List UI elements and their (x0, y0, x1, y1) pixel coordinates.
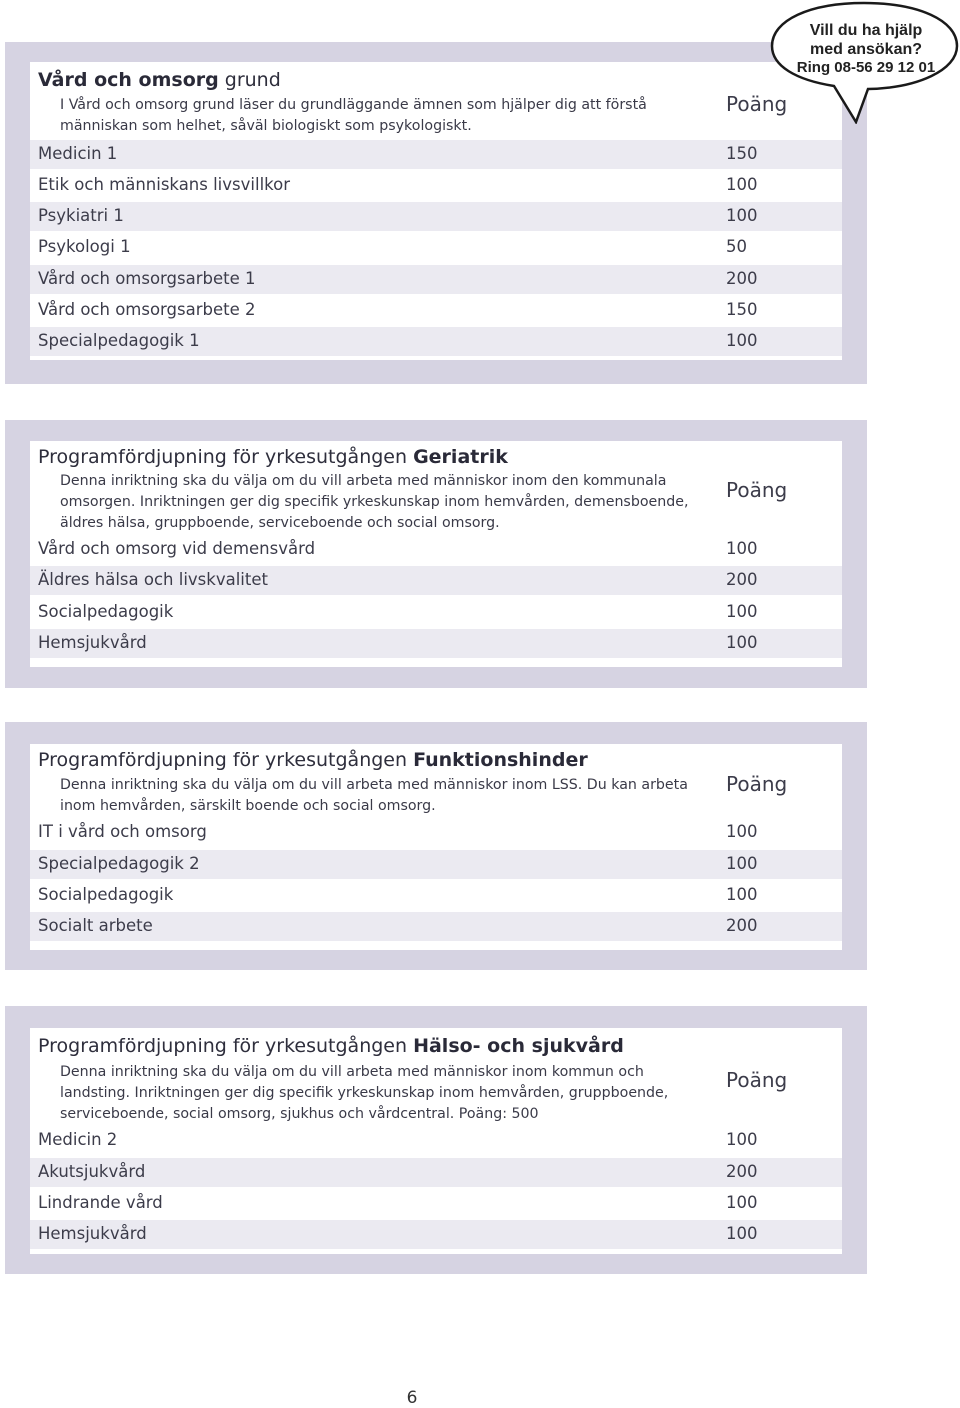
section-content-funktionshinder (30, 744, 842, 950)
course-points: 100 (726, 1193, 758, 1212)
course-points: 100 (726, 331, 758, 350)
table-row (30, 598, 842, 627)
section-title-prefix: Programfördjupning för yrkesutgången (38, 1035, 414, 1057)
course-name: Medicin 1 (38, 144, 118, 163)
course-points: 100 (726, 206, 758, 225)
table-row (30, 566, 842, 595)
course-name: Etik och människans livsvillkor (38, 175, 290, 194)
section-panel-halso-sjukvard (5, 1006, 867, 1274)
table-row (30, 171, 842, 200)
section-title-bold: Funktionshinder (413, 749, 588, 771)
course-name: Vård och omsorg vid demensvård (38, 539, 316, 558)
course-name: Akutsjukvård (38, 1162, 146, 1181)
course-name: Socialpedagogik (38, 602, 174, 621)
section-title-rest: grund (218, 69, 281, 91)
section-title-bold: Geriatrik (413, 446, 508, 468)
points-header: Poäng (726, 1068, 788, 1092)
course-name: Socialt arbete (38, 916, 153, 935)
section-title (38, 1035, 624, 1057)
course-points: 100 (726, 539, 758, 558)
course-name: Hemsjukvård (38, 633, 147, 652)
section-description: Denna inriktning ska du välja om du vill arbeta med människor inom kommun och landsting. Inriktningen ger dig specifik yrkeskunskap inom hemvården, gruppboende, serviceboende, social omsorg, sjukhus och vårdcentral. Poäng: 500 (60, 1064, 669, 1122)
course-name: IT i vård och omsorg (38, 822, 207, 841)
table-row (30, 296, 842, 325)
table-row (30, 265, 842, 294)
table-row (30, 327, 842, 356)
course-points: 100 (726, 854, 758, 873)
section-title (38, 446, 508, 468)
course-name: Vård och omsorgsarbete 2 (38, 300, 256, 319)
table-row (30, 881, 842, 910)
table-row (30, 233, 842, 262)
course-name: Specialpedagogik 1 (38, 331, 200, 350)
course-points: 100 (726, 602, 758, 621)
section-title (38, 749, 588, 771)
table-row (30, 1126, 842, 1155)
points-header: Poäng (726, 772, 788, 796)
course-name: Psykiatri 1 (38, 206, 124, 225)
table-row (30, 850, 842, 879)
callout-line-1: Vill du ha hjälp (809, 22, 923, 39)
section-content-geriatrik (30, 441, 842, 667)
table-row (30, 1158, 842, 1187)
course-points: 200 (726, 269, 758, 288)
table-row (30, 535, 842, 564)
course-name: Lindrande vård (38, 1193, 163, 1212)
course-points: 100 (726, 175, 758, 194)
section-title-bold: Hälso- och sjukvård (413, 1035, 624, 1057)
table-row (30, 912, 842, 941)
course-points: 50 (726, 237, 747, 256)
section-title-prefix: Programfördjupning för yrkesutgången (38, 446, 414, 468)
section-title-prefix: Programfördjupning för yrkesutgången (38, 749, 414, 771)
points-header: Poäng (726, 92, 788, 116)
table-row (30, 202, 842, 231)
course-points: 200 (726, 916, 758, 935)
section-panel-grund (5, 42, 867, 384)
section-description: I Vård och omsorg grund läser du grundläggande ämnen som hjälper dig att förstå människan som helhet, såväl biologiskt som psykologiskt. (60, 97, 647, 134)
course-points: 100 (726, 1224, 758, 1243)
course-points: 150 (726, 144, 758, 163)
course-name: Specialpedagogik 2 (38, 854, 200, 873)
callout-line-2: med ansökan? (809, 40, 923, 58)
table-row (30, 629, 842, 658)
course-name: Vård och omsorgsarbete 1 (38, 269, 256, 288)
table-row (30, 140, 842, 169)
section-content-halso-sjukvard (30, 1028, 842, 1254)
course-name: Äldres hälsa och livskvalitet (38, 570, 268, 589)
course-points: 200 (726, 1162, 758, 1181)
course-name: Psykologi 1 (38, 237, 131, 256)
table-row (30, 1189, 842, 1218)
table-row (30, 818, 842, 847)
course-name: Hemsjukvård (38, 1224, 147, 1243)
points-header: Poäng (726, 478, 788, 502)
course-name: Socialpedagogik (38, 885, 174, 904)
callout-phone: Ring 08-56 29 12 01 (796, 59, 936, 76)
course-points: 100 (726, 1130, 758, 1149)
section-description: Denna inriktning ska du välja om du vill arbeta med människor inom den kommunala omsorgen. Inriktningen ger dig specifik yrkeskunskap inom hemvården, demensboende, äldres hälsa, gruppboende, serviceboende och social omsorg. (60, 473, 689, 531)
section-title-bold: Vård och omsorg (38, 69, 219, 91)
course-points: 150 (726, 300, 758, 319)
section-content-grund (30, 62, 842, 360)
course-points: 100 (726, 822, 758, 841)
course-points: 200 (726, 570, 758, 589)
section-panel-funktionshinder (5, 722, 867, 970)
help-callout (776, 22, 956, 78)
course-points: 100 (726, 885, 758, 904)
page-number: 6 (406, 1388, 418, 1408)
section-title (38, 69, 281, 91)
section-description: Denna inriktning ska du välja om du vill arbeta med människor inom LSS. Du kan arbeta inom hemvården, särskilt boende och social omsorg. (60, 777, 688, 814)
course-name: Medicin 2 (38, 1130, 118, 1149)
section-panel-geriatrik (5, 420, 867, 688)
table-row (30, 1220, 842, 1249)
course-points: 100 (726, 633, 758, 652)
